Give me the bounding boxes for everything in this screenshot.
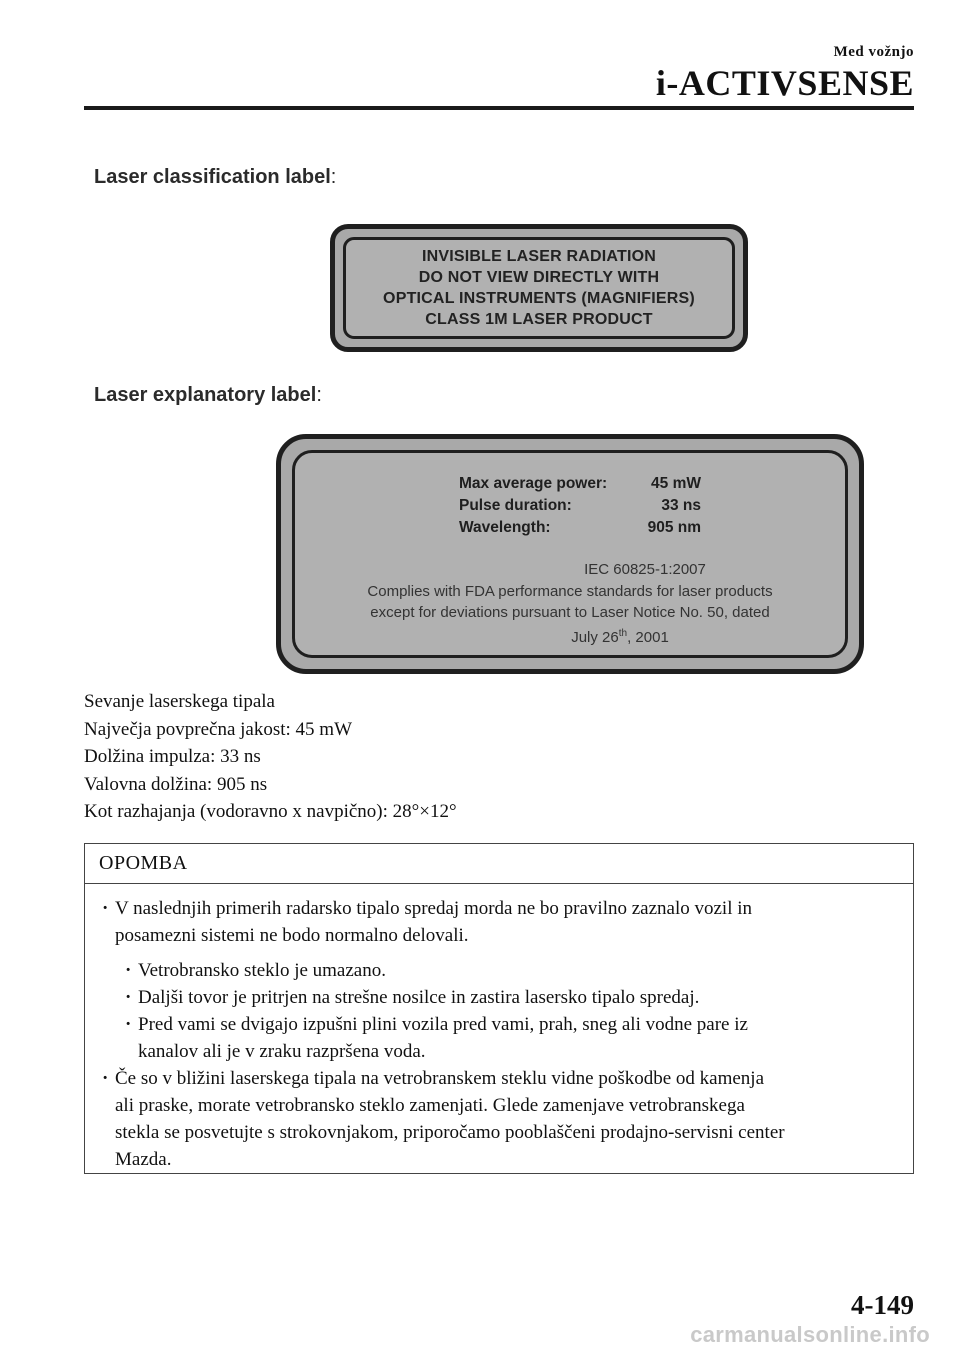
- classification-label-heading: [94, 166, 336, 189]
- explanatory-heading-colon: :: [316, 384, 322, 406]
- bullet-2-line-4: Mazda.: [115, 1149, 172, 1170]
- sub-bullet-2-text: Daljši tovor je pritrjen na strešne nosilce in zastira lasersko tipalo spredaj.: [138, 987, 700, 1008]
- compliance-line-1: Complies with FDA performance standards for laser products: [367, 583, 773, 600]
- note-bullet-2: [102, 1065, 785, 1173]
- bullet-dot-icon: ·: [125, 960, 132, 981]
- note-sub-bullet-3: [125, 1011, 748, 1065]
- header-rule: [84, 106, 914, 110]
- bullet-dot-icon: ·: [102, 1068, 109, 1089]
- bullet-dot-icon: ·: [125, 1014, 132, 1035]
- spec-value: 905 nm: [647, 519, 701, 536]
- date-prefix: July 26: [571, 629, 619, 646]
- bullet-1-line-2: posamezni sistemi ne bodo normalno delovali.: [115, 925, 469, 946]
- bullet-dot-icon: ·: [125, 987, 132, 1008]
- spec-line-pulse: Dolžina impulza: 33 ns: [84, 746, 261, 767]
- note-box: [84, 843, 914, 1174]
- bullet-2-line-2: ali praske, morate vetrobransko steklo zamenjati. Glede zamenjave vetrobranskega: [115, 1095, 745, 1116]
- sub-bullet-1-text: Vetrobransko steklo je umazano.: [138, 960, 386, 981]
- note-sub-bullet-1: [125, 957, 386, 984]
- spec-line-divergence: Kot razhajanja (vodoravno x navpično): 28°×12°: [84, 801, 457, 822]
- sub-bullet-3-line-2: kanalov ali je v zraku razpršena voda.: [138, 1041, 426, 1062]
- spec-name: Max average power:: [459, 475, 608, 492]
- bullet-2-line-1: Če so v bližini laserskega tipala na vetrobranskem steklu vidne poškodbe od kamenja: [115, 1068, 764, 1089]
- note-title: OPOMBA: [85, 844, 913, 884]
- chapter-title: i-ACTIVSENSE: [655, 63, 914, 103]
- spec-name: Pulse duration:: [459, 497, 572, 514]
- note-bullet-1: [102, 895, 753, 949]
- specs-list: [84, 688, 457, 826]
- spec-row-power: [459, 475, 701, 493]
- classification-sticker-inner: [343, 237, 735, 339]
- classification-sticker: [330, 224, 748, 352]
- spec-line-radiation: Sevanje laserskega tipala: [84, 691, 275, 712]
- page-number: 4-149: [851, 1290, 914, 1320]
- compliance-date: [295, 623, 845, 648]
- classification-heading-colon: :: [330, 166, 337, 188]
- sub-bullet-3-line-1: Pred vami se dvigajo izpušni plini vozila pred vami, prah, sneg ali vodne pare iz: [138, 1014, 748, 1035]
- section-name: Med vožnjo: [833, 44, 914, 60]
- watermark: carmanualsonline.info: [690, 1322, 930, 1347]
- spec-value: 33 ns: [661, 497, 701, 514]
- explanatory-label-heading: [94, 384, 322, 407]
- spec-value: 45 mW: [651, 475, 701, 492]
- bullet-2-line-3: stekla se posvetujte s strokovnjakom, priporočamo pooblaščeni prodajno-servisni center: [115, 1122, 785, 1143]
- classification-heading-text: Laser classification label: [94, 166, 331, 188]
- classification-line-1: INVISIBLE LASER RADIATION: [421, 248, 657, 265]
- explanatory-heading-text: Laser explanatory label: [94, 384, 317, 406]
- bullet-1-line-1: V naslednjih primerih radarsko tipalo spredaj morda ne bo pravilno zaznalo vozil in: [115, 898, 753, 919]
- classification-line-3: OPTICAL INSTRUMENTS (MAGNIFIERS): [383, 290, 695, 307]
- classification-line-4: CLASS 1M LASER PRODUCT: [425, 311, 653, 328]
- spec-row-wavelength: [459, 519, 701, 537]
- note-sub-bullet-2: [125, 984, 700, 1011]
- date-superscript: th: [618, 628, 628, 639]
- date-suffix: , 2001: [627, 629, 669, 646]
- compliance-line-2: except for deviations pursuant to Laser Notice No. 50, dated: [370, 604, 770, 621]
- spec-line-wavelength: Valovna dolžina: 905 ns: [84, 773, 268, 795]
- bullet-dot-icon: ·: [102, 898, 109, 919]
- explanatory-sticker: [276, 434, 864, 674]
- explanatory-sticker-inner: [292, 450, 848, 658]
- standard-text: IEC 60825-1:2007: [584, 561, 706, 578]
- spec-name: Wavelength:: [459, 519, 551, 536]
- classification-line-2: DO NOT VIEW DIRECTLY WITH: [418, 269, 660, 286]
- spec-line-power: Največja povprečna jakost: 45 mW: [84, 718, 353, 740]
- spec-row-pulse: [459, 497, 701, 515]
